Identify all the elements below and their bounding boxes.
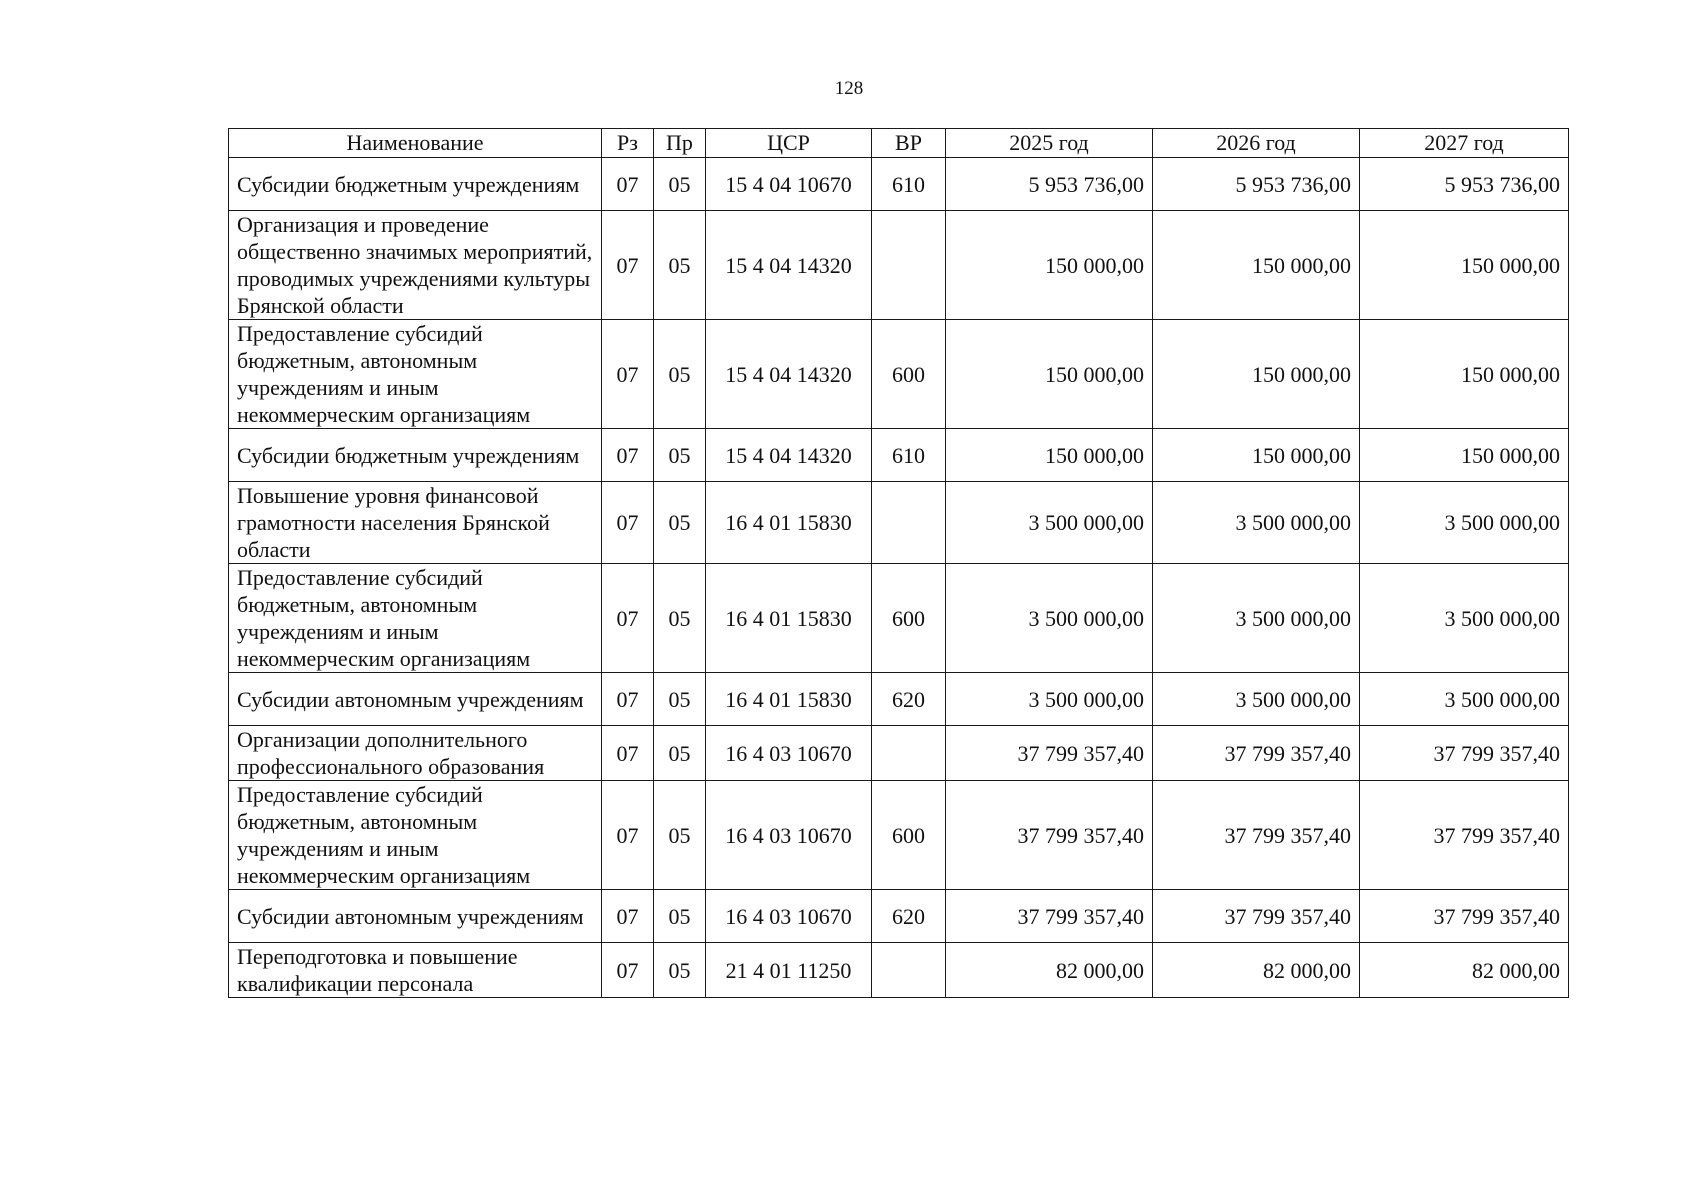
cell-2027: 37 799 357,40	[1360, 726, 1569, 781]
header-name: Наименование	[229, 129, 602, 158]
table-row	[229, 781, 1569, 890]
cell-rz: 07	[602, 781, 654, 890]
cell-vr: 610	[872, 158, 946, 211]
cell-vr: 610	[872, 429, 946, 482]
cell-2026: 150 000,00	[1153, 320, 1360, 429]
cell-rz: 07	[602, 673, 654, 726]
cell-name: Повышение уровня финансовой грамотности населения Брянской области	[229, 482, 602, 564]
cell-pr: 05	[654, 211, 706, 320]
table-row	[229, 158, 1569, 211]
cell-vr	[872, 943, 946, 998]
cell-name: Организации дополнительного профессионального образования	[229, 726, 602, 781]
table-row	[229, 943, 1569, 998]
table-body	[229, 158, 1569, 998]
cell-2027: 37 799 357,40	[1360, 781, 1569, 890]
cell-pr: 05	[654, 726, 706, 781]
cell-vr: 620	[872, 890, 946, 943]
cell-2027: 3 500 000,00	[1360, 673, 1569, 726]
cell-csr: 15 4 04 14320	[706, 429, 872, 482]
table-row	[229, 320, 1569, 429]
cell-csr: 15 4 04 14320	[706, 211, 872, 320]
cell-csr: 15 4 04 10670	[706, 158, 872, 211]
table-row	[229, 890, 1569, 943]
cell-csr: 21 4 01 11250	[706, 943, 872, 998]
cell-name: Организация и проведение общественно значимых мероприятий, проводимых учреждениями культуры Брянской области	[229, 211, 602, 320]
header-row	[229, 129, 1569, 158]
cell-rz: 07	[602, 564, 654, 673]
cell-pr: 05	[654, 564, 706, 673]
cell-vr	[872, 726, 946, 781]
cell-vr: 600	[872, 564, 946, 673]
cell-csr: 15 4 04 14320	[706, 320, 872, 429]
cell-pr: 05	[654, 673, 706, 726]
cell-pr: 05	[654, 158, 706, 211]
cell-rz: 07	[602, 726, 654, 781]
cell-2025: 3 500 000,00	[946, 482, 1153, 564]
table-row	[229, 673, 1569, 726]
cell-2025: 150 000,00	[946, 320, 1153, 429]
cell-name: Предоставление субсидий бюджетным, автономным учреждениям и иным некоммерческим организациям	[229, 564, 602, 673]
cell-name: Субсидии автономным учреждениям	[229, 673, 602, 726]
header-rz: Рз	[602, 129, 654, 158]
cell-2026: 150 000,00	[1153, 429, 1360, 482]
cell-2025: 150 000,00	[946, 211, 1153, 320]
cell-2026: 5 953 736,00	[1153, 158, 1360, 211]
cell-rz: 07	[602, 482, 654, 564]
cell-2026: 3 500 000,00	[1153, 564, 1360, 673]
cell-rz: 07	[602, 890, 654, 943]
cell-2025: 3 500 000,00	[946, 673, 1153, 726]
cell-2027: 150 000,00	[1360, 320, 1569, 429]
cell-2026: 37 799 357,40	[1153, 726, 1360, 781]
header-2027: 2027 год	[1360, 129, 1569, 158]
page-number: 128	[834, 78, 864, 99]
cell-name: Субсидии автономным учреждениям	[229, 890, 602, 943]
cell-pr: 05	[654, 320, 706, 429]
cell-name: Предоставление субсидий бюджетным, автономным учреждениям и иным некоммерческим организациям	[229, 781, 602, 890]
cell-csr: 16 4 01 15830	[706, 482, 872, 564]
cell-2025: 37 799 357,40	[946, 890, 1153, 943]
cell-2027: 150 000,00	[1360, 429, 1569, 482]
cell-2026: 3 500 000,00	[1153, 482, 1360, 564]
cell-2027: 82 000,00	[1360, 943, 1569, 998]
cell-vr: 620	[872, 673, 946, 726]
cell-csr: 16 4 03 10670	[706, 781, 872, 890]
cell-2025: 150 000,00	[946, 429, 1153, 482]
cell-2027: 37 799 357,40	[1360, 890, 1569, 943]
cell-2027: 150 000,00	[1360, 211, 1569, 320]
cell-pr: 05	[654, 781, 706, 890]
cell-2027: 5 953 736,00	[1360, 158, 1569, 211]
cell-2026: 37 799 357,40	[1153, 781, 1360, 890]
cell-2025: 5 953 736,00	[946, 158, 1153, 211]
table-row	[229, 482, 1569, 564]
cell-name: Субсидии бюджетным учреждениям	[229, 158, 602, 211]
cell-2025: 3 500 000,00	[946, 564, 1153, 673]
header-pr: Пр	[654, 129, 706, 158]
cell-rz: 07	[602, 320, 654, 429]
cell-rz: 07	[602, 943, 654, 998]
cell-name: Переподготовка и повышение квалификации персонала	[229, 943, 602, 998]
cell-rz: 07	[602, 429, 654, 482]
cell-2027: 3 500 000,00	[1360, 564, 1569, 673]
header-csr: ЦСР	[706, 129, 872, 158]
cell-2026: 150 000,00	[1153, 211, 1360, 320]
cell-csr: 16 4 01 15830	[706, 673, 872, 726]
header-vr: ВР	[872, 129, 946, 158]
cell-vr: 600	[872, 320, 946, 429]
cell-2026: 37 799 357,40	[1153, 890, 1360, 943]
cell-vr: 600	[872, 781, 946, 890]
table-row	[229, 726, 1569, 781]
budget-table	[228, 128, 1569, 998]
cell-pr: 05	[654, 890, 706, 943]
cell-pr: 05	[654, 429, 706, 482]
cell-csr: 16 4 03 10670	[706, 890, 872, 943]
cell-2026: 82 000,00	[1153, 943, 1360, 998]
cell-2025: 37 799 357,40	[946, 781, 1153, 890]
cell-rz: 07	[602, 211, 654, 320]
table-row	[229, 564, 1569, 673]
cell-pr: 05	[654, 943, 706, 998]
header-2025: 2025 год	[946, 129, 1153, 158]
header-2026: 2026 год	[1153, 129, 1360, 158]
cell-2025: 37 799 357,40	[946, 726, 1153, 781]
cell-2027: 3 500 000,00	[1360, 482, 1569, 564]
cell-csr: 16 4 01 15830	[706, 564, 872, 673]
cell-2025: 82 000,00	[946, 943, 1153, 998]
cell-pr: 05	[654, 482, 706, 564]
cell-2026: 3 500 000,00	[1153, 673, 1360, 726]
cell-name: Субсидии бюджетным учреждениям	[229, 429, 602, 482]
cell-rz: 07	[602, 158, 654, 211]
cell-vr	[872, 482, 946, 564]
cell-name: Предоставление субсидий бюджетным, автономным учреждениям и иным некоммерческим организациям	[229, 320, 602, 429]
cell-vr	[872, 211, 946, 320]
table-row	[229, 429, 1569, 482]
table-row	[229, 211, 1569, 320]
cell-csr: 16 4 03 10670	[706, 726, 872, 781]
